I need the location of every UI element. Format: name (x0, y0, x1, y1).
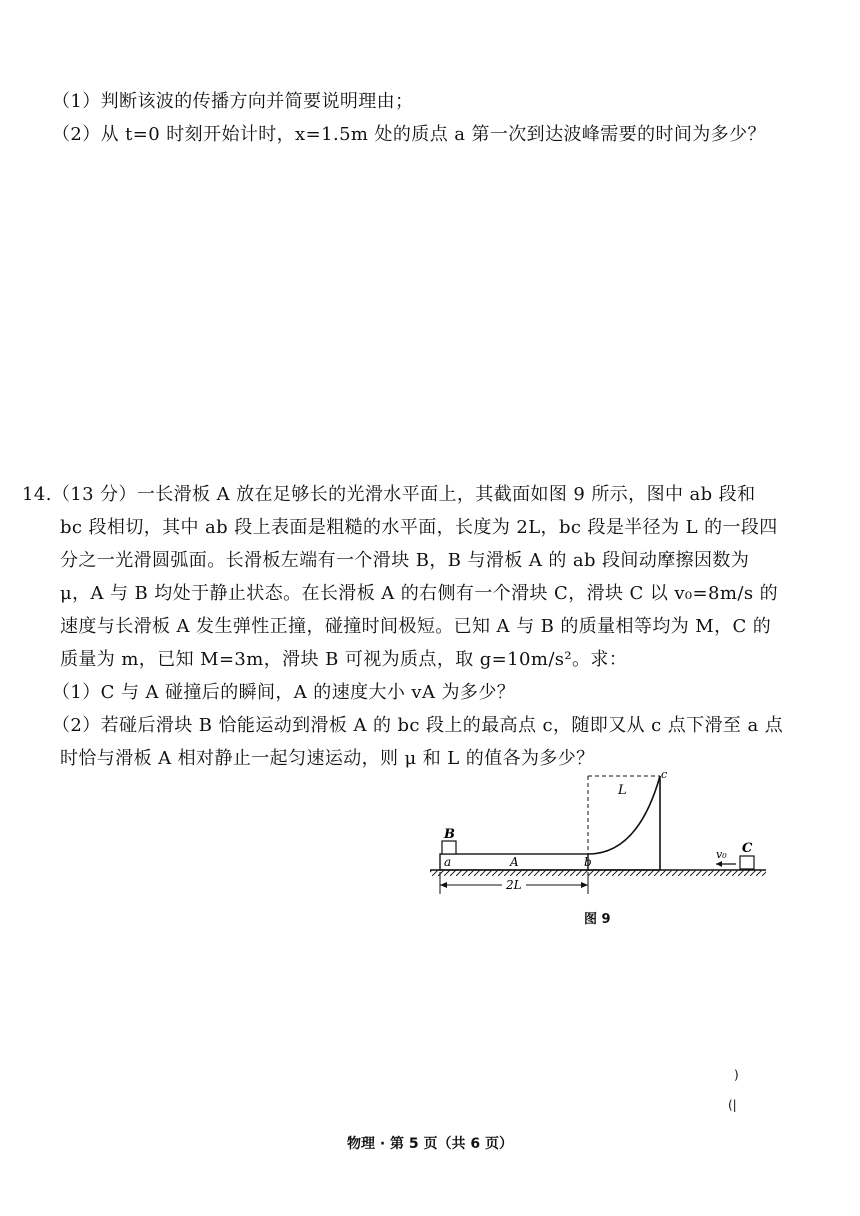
label-c-point: c (661, 768, 668, 781)
problem-14-sub-1: （1）C 与 A 碰撞后的瞬间，A 的速度大小 vA 为多少？ (52, 682, 516, 703)
dimension-arrow-right (581, 882, 588, 888)
velocity-arrowhead (716, 861, 722, 867)
question-part-1: （1）判断该波的传播方向并简要说明理由； (52, 91, 414, 112)
problem-14-line-3: 分之一光滑圆弧面。长滑板左端有一个滑块 B，B 与滑板 A 的 ab 段间动摩擦因数为 (60, 550, 750, 571)
problem-14-line-2: bc 段相切，其中 ab 段上表面是粗糙的水平面，长度为 2L，bc 段是半径为 L 的一段四 (60, 517, 778, 538)
label-radius: L (618, 783, 627, 798)
page-footer: 物理 · 第 5 页（共 6 页） (346, 1136, 514, 1152)
question-part-2: （2）从 t=0 时刻开始计时，x=1.5m 处的质点 a 第一次到达波峰需要的时间为多少？ (52, 124, 766, 145)
block-b (442, 841, 456, 854)
label-c-block: C (742, 841, 753, 856)
problem-14-sub-2-line-1: （2）若碰后滑块 B 恰能运动到滑板 A 的 bc 段上的最高点 c，随即又从 c 点下滑至 a 点 (52, 715, 784, 736)
block-c (740, 856, 754, 869)
problem-14-sub-2-line-2: 时恰与滑板 A 相对静止一起匀速运动，则 μ 和 L 的值各为多少？ (60, 748, 595, 769)
label-a-board: A (510, 855, 519, 869)
problem-14-line-4: μ，A 与 B 均处于静止状态。在长滑板 A 的右侧有一个滑块 C，滑块 C 以 v₀=8m/s 的 (60, 583, 778, 604)
label-two-l: 2L (506, 878, 522, 892)
figure-9-diagram (420, 768, 780, 900)
margin-mark-1: ) (734, 1068, 739, 1082)
ground-hatch (430, 870, 766, 876)
problem-14-line-6: 质量为 m，已知 M=3m，滑块 B 可视为质点，取 g=10m/s²。求： (60, 649, 628, 670)
problem-14-line-5: 速度与长滑板 A 发生弹性正撞，碰撞时间极短。已知 A 与 B 的质量相等均为 M，C 的 (60, 616, 772, 637)
label-b-block: B (444, 827, 455, 842)
dimension-arrow-left (440, 882, 447, 888)
label-v0: v₀ (716, 848, 727, 861)
problem-14-line-1: 14.（13 分）一长滑板 A 放在足够长的光滑水平面上，其截面如图 9 所示，图中 ab 段和 (22, 484, 756, 505)
label-b-point: b (584, 855, 592, 869)
margin-mark-2: (| (728, 1098, 737, 1112)
figure-caption: 图 9 (584, 912, 611, 927)
label-a-point: a (444, 855, 452, 869)
